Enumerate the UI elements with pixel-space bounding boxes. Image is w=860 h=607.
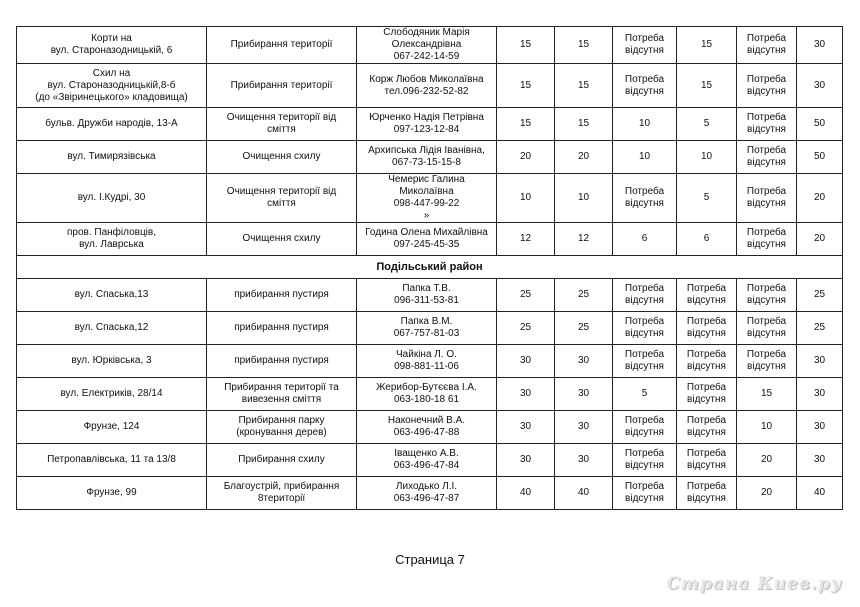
need-3-cell: 15: [737, 378, 797, 411]
table-row: [17, 312, 843, 345]
contact-cell: Папка В.М. 067-757-81-03: [357, 312, 497, 345]
need-3-cell: Потреба відсутня: [737, 141, 797, 174]
work-type-cell: Прибирання території та вивезення сміття: [207, 378, 357, 411]
address-cell: вул. І.Кудрі, 30: [17, 174, 207, 223]
need-2-cell: 5: [677, 108, 737, 141]
need-2-cell: Потреба відсутня: [677, 477, 737, 510]
address-cell: вул. Спаська,13: [17, 279, 207, 312]
planned-cell: 25: [497, 279, 555, 312]
need-3-cell: Потреба відсутня: [737, 27, 797, 64]
need-1-cell: 10: [613, 108, 677, 141]
actual-cell: 20: [555, 141, 613, 174]
need-2-cell: Потреба відсутня: [677, 345, 737, 378]
table-row: [17, 223, 843, 256]
watermark-logo: Страна Киев.ру: [666, 574, 842, 594]
volunteer-cleanup-table: [16, 26, 843, 510]
actual-cell: 30: [555, 345, 613, 378]
planned-cell: 25: [497, 312, 555, 345]
planned-cell: 15: [497, 108, 555, 141]
section-header-row-group: [17, 256, 843, 279]
contact-cell: Лиходько Л.І. 063-496-47-87: [357, 477, 497, 510]
planned-cell: 15: [497, 64, 555, 108]
address-cell: Фрунзе, 124: [17, 411, 207, 444]
need-2-cell: Потреба відсутня: [677, 444, 737, 477]
table-row: [17, 279, 843, 312]
table-row: [17, 345, 843, 378]
need-1-cell: Потреба відсутня: [613, 345, 677, 378]
need-1-cell: Потреба відсутня: [613, 279, 677, 312]
table-row: [17, 174, 843, 223]
contact-cell: Корж Любов Миколаївна тел.096-232-52-82: [357, 64, 497, 108]
total-cell: 50: [797, 141, 843, 174]
work-type-cell: прибирання пустиря: [207, 312, 357, 345]
work-type-cell: Прибирання схилу: [207, 444, 357, 477]
work-type-cell: Очищення схилу: [207, 141, 357, 174]
table-row: [17, 27, 843, 64]
planned-cell: 30: [497, 411, 555, 444]
work-type-cell: Прибирання території: [207, 64, 357, 108]
actual-cell: 30: [555, 378, 613, 411]
need-3-cell: Потреба відсутня: [737, 312, 797, 345]
need-2-cell: 5: [677, 174, 737, 223]
work-type-cell: Очищення території від сміття: [207, 108, 357, 141]
actual-cell: 15: [555, 64, 613, 108]
section-header-row: [17, 256, 843, 279]
actual-cell: 10: [555, 174, 613, 223]
work-type-cell: прибирання пустиря: [207, 345, 357, 378]
need-1-cell: Потреба відсутня: [613, 27, 677, 64]
need-2-cell: Потреба відсутня: [677, 312, 737, 345]
actual-cell: 15: [555, 27, 613, 64]
planned-cell: 15: [497, 27, 555, 64]
planned-cell: 12: [497, 223, 555, 256]
work-type-cell: Очищення території від сміття: [207, 174, 357, 223]
table-row: [17, 378, 843, 411]
planned-cell: 30: [497, 444, 555, 477]
contact-cell: Слободяник Марія Олександрівна 067-242-14-59: [357, 27, 497, 64]
contact-cell: Юрченко Надія Петрівна 097-123-12-84: [357, 108, 497, 141]
address-cell: вул. Тимирязівська: [17, 141, 207, 174]
contact-cell: Жерибор-Бутєєва І.А. 063-180-18 61: [357, 378, 497, 411]
total-cell: 50: [797, 108, 843, 141]
address-cell: вул. Юрківська, 3: [17, 345, 207, 378]
actual-cell: 30: [555, 411, 613, 444]
address-cell: пров. Панфіловців, вул. Лаврська: [17, 223, 207, 256]
contact-cell: Чемерис Галина Миколаївна 098-447-99-22 »: [357, 174, 497, 223]
need-1-cell: Потреба відсутня: [613, 477, 677, 510]
total-cell: 30: [797, 378, 843, 411]
need-2-cell: 15: [677, 27, 737, 64]
actual-cell: 30: [555, 444, 613, 477]
need-1-cell: 5: [613, 378, 677, 411]
actual-cell: 12: [555, 223, 613, 256]
section-title: Подільський район: [17, 256, 843, 279]
actual-cell: 40: [555, 477, 613, 510]
need-2-cell: 6: [677, 223, 737, 256]
need-3-cell: 20: [737, 477, 797, 510]
need-3-cell: Потреба відсутня: [737, 279, 797, 312]
need-2-cell: Потреба відсутня: [677, 279, 737, 312]
need-3-cell: Потреба відсутня: [737, 64, 797, 108]
table-body-top: [17, 27, 843, 256]
contact-cell: Година Олена Михайлівна 097-245-45-35: [357, 223, 497, 256]
total-cell: 30: [797, 444, 843, 477]
total-cell: 30: [797, 411, 843, 444]
planned-cell: 30: [497, 345, 555, 378]
planned-cell: 20: [497, 141, 555, 174]
total-cell: 25: [797, 279, 843, 312]
need-2-cell: Потреба відсутня: [677, 411, 737, 444]
address-cell: Схил на вул. Староназодницькій,8-б (до «Звіринецького» кладовища): [17, 64, 207, 108]
need-1-cell: 6: [613, 223, 677, 256]
need-1-cell: Потреба відсутня: [613, 312, 677, 345]
total-cell: 30: [797, 345, 843, 378]
address-cell: вул. Електриків, 28/14: [17, 378, 207, 411]
address-cell: вул. Спаська,12: [17, 312, 207, 345]
work-type-cell: прибирання пустиря: [207, 279, 357, 312]
address-cell: бульв. Дружби народів, 13-А: [17, 108, 207, 141]
table-row: [17, 411, 843, 444]
page-number: Страница 7: [395, 552, 465, 567]
actual-cell: 25: [555, 279, 613, 312]
contact-cell: Чайкіна Л. О. 098-881-11-06: [357, 345, 497, 378]
contact-cell: Наконечний В.А. 063-496-47-88: [357, 411, 497, 444]
table-body-bottom: [17, 279, 843, 510]
work-type-cell: Прибирання парку (кронування дерев): [207, 411, 357, 444]
need-1-cell: Потреба відсутня: [613, 174, 677, 223]
need-3-cell: Потреба відсутня: [737, 108, 797, 141]
table-row: [17, 477, 843, 510]
planned-cell: 30: [497, 378, 555, 411]
address-cell: Фрунзе, 99: [17, 477, 207, 510]
need-3-cell: Потреба відсутня: [737, 345, 797, 378]
work-type-cell: Благоустрій, прибирання 8території: [207, 477, 357, 510]
table-row: [17, 444, 843, 477]
contact-cell: Папка Т.В. 096-311-53-81: [357, 279, 497, 312]
address-cell: Корти на вул. Староназодницькій, 6: [17, 27, 207, 64]
total-cell: 40: [797, 477, 843, 510]
need-1-cell: 10: [613, 141, 677, 174]
need-2-cell: 10: [677, 141, 737, 174]
table-row: [17, 108, 843, 141]
table-row: [17, 141, 843, 174]
need-2-cell: Потреба відсутня: [677, 378, 737, 411]
work-type-cell: Прибирання території: [207, 27, 357, 64]
total-cell: 20: [797, 174, 843, 223]
work-type-cell: Очищення схилу: [207, 223, 357, 256]
need-3-cell: Потреба відсутня: [737, 223, 797, 256]
total-cell: 30: [797, 64, 843, 108]
total-cell: 20: [797, 223, 843, 256]
need-1-cell: Потреба відсутня: [613, 64, 677, 108]
actual-cell: 15: [555, 108, 613, 141]
actual-cell: 25: [555, 312, 613, 345]
need-1-cell: Потреба відсутня: [613, 444, 677, 477]
need-3-cell: 10: [737, 411, 797, 444]
need-3-cell: 20: [737, 444, 797, 477]
need-2-cell: 15: [677, 64, 737, 108]
contact-cell: Іващенко А.В. 063-496-47-84: [357, 444, 497, 477]
address-cell: Петропавлівська, 11 та 13/8: [17, 444, 207, 477]
total-cell: 25: [797, 312, 843, 345]
contact-cell: Архипська Лідія Іванівна, 067-73-15-15-8: [357, 141, 497, 174]
planned-cell: 10: [497, 174, 555, 223]
need-1-cell: Потреба відсутня: [613, 411, 677, 444]
table-row: [17, 64, 843, 108]
need-3-cell: Потреба відсутня: [737, 174, 797, 223]
total-cell: 30: [797, 27, 843, 64]
planned-cell: 40: [497, 477, 555, 510]
